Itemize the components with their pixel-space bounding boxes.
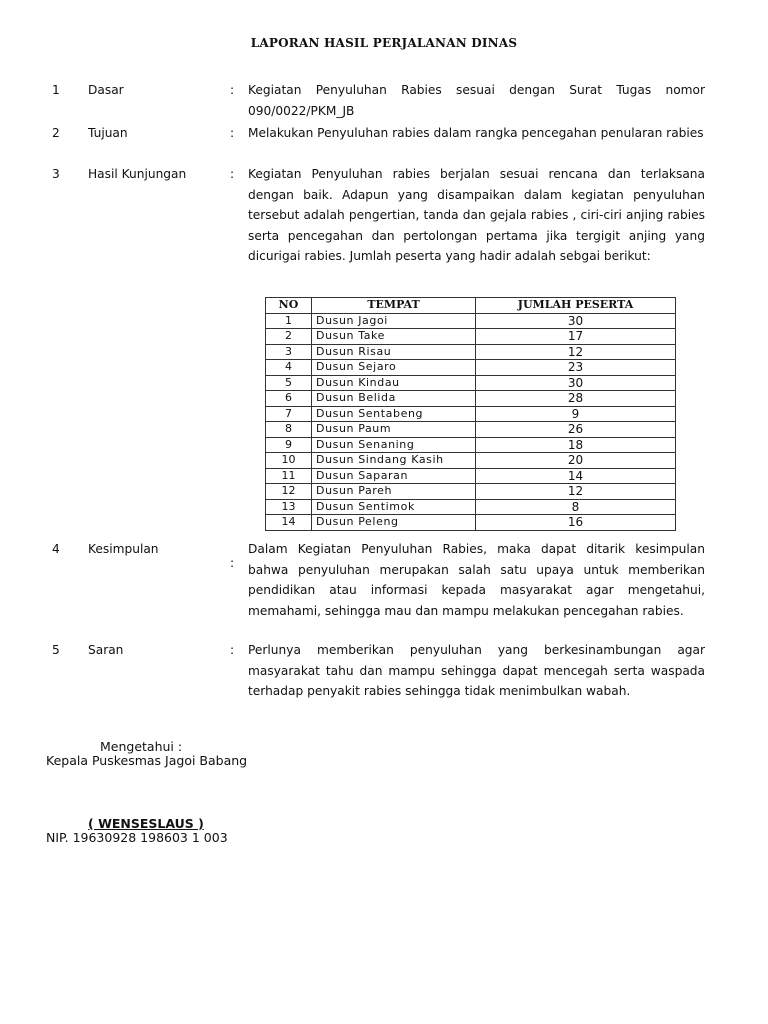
cell-jumlah: 28: [476, 391, 676, 407]
table-row: [266, 329, 676, 345]
cell-no: 4: [266, 360, 312, 376]
table-row: [266, 484, 676, 500]
cell-no: 9: [266, 437, 312, 453]
section-colon: :: [230, 167, 235, 181]
cell-jumlah: 18: [476, 437, 676, 453]
cell-tempat: Dusun Belida: [312, 391, 476, 407]
section-text: Kegiatan Penyuluhan rabies berjalan sesuai rencana dan terlaksana dengan baik. Adapun yang disampaikan dalam kegiatan penyuluhan tersebut adalah pengertian, tanda dan gejala rabies , ciri-ciri anjing rabies serta pencegahan dan pertolongan pertama jika tergigit anjing yang dicurigai rabies. Jumlah peserta yang hadir adalah sebgai berikut:: [248, 167, 705, 263]
section-label: Tujuan: [88, 126, 128, 140]
sig-name: ( WENSESLAUS ): [88, 816, 204, 831]
section-label: Dasar: [88, 83, 124, 97]
table-row: [266, 344, 676, 360]
table-row: [266, 499, 676, 515]
cell-tempat: Dusun Sentabeng: [312, 406, 476, 422]
section-number: 1: [52, 83, 60, 97]
cell-tempat: Dusun Jagoi: [312, 313, 476, 329]
cell-no: 10: [266, 453, 312, 469]
section-colon: :: [230, 556, 235, 570]
cell-no: 5: [266, 375, 312, 391]
section-number: 5: [52, 643, 60, 657]
cell-no: 6: [266, 391, 312, 407]
cell-no: 3: [266, 344, 312, 360]
cell-tempat: Dusun Risau: [312, 344, 476, 360]
cell-tempat: Dusun Take: [312, 329, 476, 345]
sig-nip: NIP. 19630928 198603 1 003: [46, 830, 228, 845]
section-label: Kesimpulan: [88, 542, 159, 556]
cell-jumlah: 14: [476, 468, 676, 484]
table-row: [266, 391, 676, 407]
sig-position: Kepala Puskesmas Jagoi Babang: [46, 753, 248, 768]
participants-table: [265, 297, 676, 531]
cell-jumlah: 16: [476, 515, 676, 531]
table-header-row: [266, 298, 676, 314]
header-no: NO: [266, 298, 312, 314]
cell-jumlah: 9: [476, 406, 676, 422]
cell-no: 11: [266, 468, 312, 484]
cell-tempat: Dusun Sejaro: [312, 360, 476, 376]
table-row: [266, 468, 676, 484]
section-text: Melakukan Penyuluhan rabies dalam rangka pencegahan penularan rabies: [248, 126, 704, 140]
cell-no: 2: [266, 329, 312, 345]
table-row: [266, 515, 676, 531]
cell-no: 8: [266, 422, 312, 438]
table-row: [266, 406, 676, 422]
cell-tempat: Dusun Kindau: [312, 375, 476, 391]
cell-tempat: Dusun Saparan: [312, 468, 476, 484]
section-label: Hasil Kunjungan: [88, 167, 187, 181]
sig-mengetahui: Mengetahui :: [100, 739, 183, 754]
cell-no: 1: [266, 313, 312, 329]
cell-jumlah: 17: [476, 329, 676, 345]
table-row: [266, 360, 676, 376]
section-colon: :: [230, 643, 235, 657]
cell-jumlah: 26: [476, 422, 676, 438]
cell-jumlah: 12: [476, 484, 676, 500]
section-number: 2: [52, 126, 60, 140]
section-text: Dalam Kegiatan Penyuluhan Rabies, maka dapat ditarik kesimpulan bahwa penyuluhan merupakan salah satu upaya untuk memberikan pendidikan atau informasi kepada masyarakat agar mengetahui, memahami, sehingga mau dan mampu melakukan pencegahan rabies.: [248, 542, 705, 618]
section-number: 3: [52, 167, 60, 181]
section-label: Saran: [88, 643, 124, 657]
cell-no: 12: [266, 484, 312, 500]
header-jumlah: JUMLAH PESERTA: [476, 298, 676, 314]
header-tempat: TEMPAT: [312, 298, 476, 314]
cell-jumlah: 30: [476, 375, 676, 391]
table-row: [266, 313, 676, 329]
table-row: [266, 375, 676, 391]
section-colon: :: [230, 83, 235, 97]
table-row: [266, 453, 676, 469]
cell-tempat: Dusun Pareh: [312, 484, 476, 500]
section-colon: :: [230, 126, 235, 140]
cell-tempat: Dusun Peleng: [312, 515, 476, 531]
cell-jumlah: 23: [476, 360, 676, 376]
cell-jumlah: 30: [476, 313, 676, 329]
cell-no: 14: [266, 515, 312, 531]
cell-tempat: Dusun Paum: [312, 422, 476, 438]
cell-no: 7: [266, 406, 312, 422]
cell-tempat: Dusun Sindang Kasih: [312, 453, 476, 469]
cell-no: 13: [266, 499, 312, 515]
cell-jumlah: 20: [476, 453, 676, 469]
table-row: [266, 437, 676, 453]
cell-tempat: Dusun Senaning: [312, 437, 476, 453]
cell-tempat: Dusun Sentimok: [312, 499, 476, 515]
page-title: LAPORAN HASIL PERJALANAN DINAS: [250, 36, 518, 50]
section-text: Perlunya memberikan penyuluhan yang berkesinambungan agar masyarakat tahu dan mampu sehingga dapat mencegah serta waspada terhadap penyakit rabies sehingga tidak menimbulkan wabah.: [248, 643, 705, 698]
section-text: Kegiatan Penyuluhan Rabies sesuai dengan Surat Tugas nomor 090/0022/PKM_JB: [248, 83, 705, 118]
cell-jumlah: 8: [476, 499, 676, 515]
cell-jumlah: 12: [476, 344, 676, 360]
table-row: [266, 422, 676, 438]
section-number: 4: [52, 542, 60, 556]
